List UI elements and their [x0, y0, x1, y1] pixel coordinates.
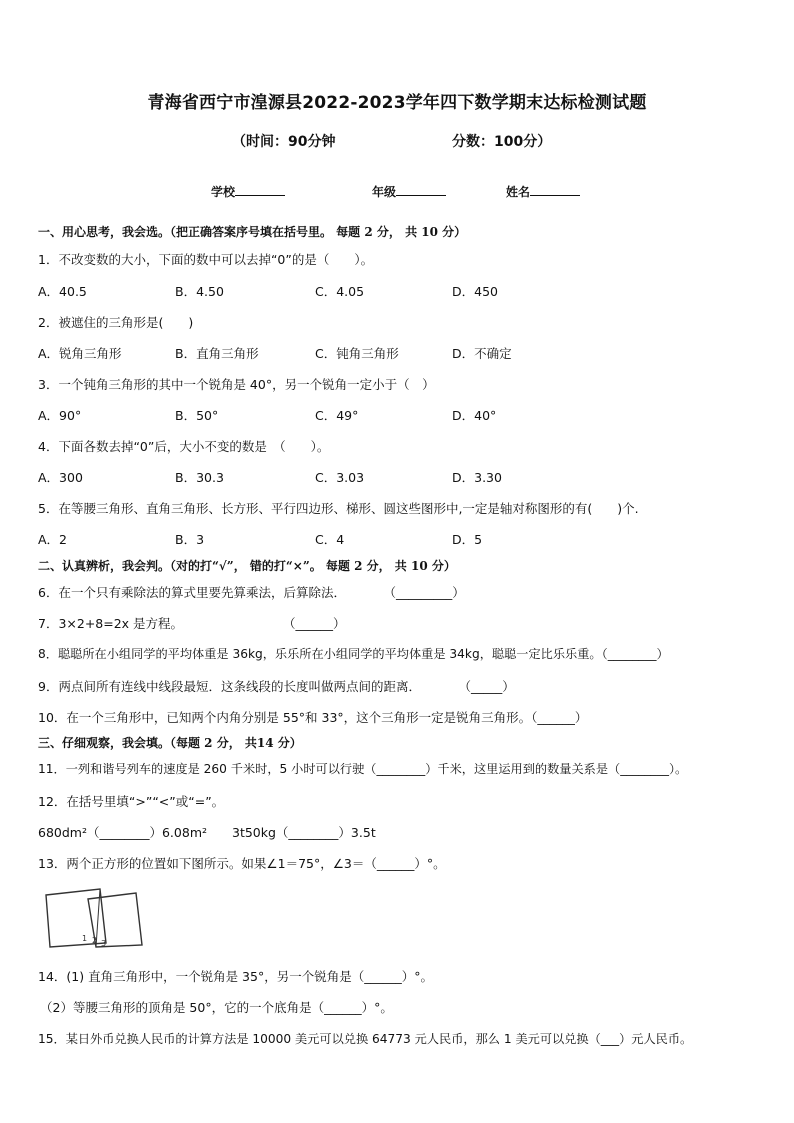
- option-d[interactable]: D．5: [452, 532, 483, 547]
- option-b[interactable]: B．50°: [175, 408, 219, 423]
- option-c[interactable]: C．钝角三角形: [315, 346, 399, 361]
- question-12: 12．在括号里填“>”“<”或“=”。: [38, 794, 225, 809]
- two-squares-diagram: [38, 885, 148, 950]
- option-b[interactable]: B．直角三角形: [175, 346, 259, 361]
- question-2: 2．被遮住的三角形是( ): [38, 315, 194, 330]
- option-a[interactable]: A．锐角三角形: [38, 346, 122, 361]
- school-blank[interactable]: [235, 183, 285, 196]
- question-3: 3．一个钝角三角形的其中一个锐角是 40°，另一个锐角一定小于（ ）: [38, 377, 435, 392]
- question-11: 11．一列和谐号列车的速度是 260 千米时，5 小时可以行驶（________）千米，这里运用到的数量关系是（________）。: [38, 762, 688, 776]
- option-d[interactable]: D．40°: [452, 408, 497, 423]
- angle-3-label: 3: [101, 939, 107, 948]
- name-field: [506, 183, 580, 200]
- angle-1-label: 1: [82, 934, 88, 943]
- option-d[interactable]: D．不确定: [452, 346, 512, 361]
- section-2-heading: 二、认真辨析，我会判。（对的打“√”， 错的打“×”。 每题 2 分， 共 10 分）: [38, 559, 456, 573]
- two-squares-figure: [38, 885, 148, 954]
- question-14-part-2: （2）等腰三角形的顶角是 50°，它的一个底角是（______）°。: [40, 1000, 393, 1015]
- page-title: 青海省西宁市湟源县2022-2023学年四下数学期末达标检测试题: [147, 93, 647, 113]
- option-b[interactable]: B．3: [175, 532, 205, 547]
- option-c[interactable]: C．3.03: [315, 470, 365, 485]
- option-b[interactable]: B．4.50: [175, 284, 224, 299]
- option-d[interactable]: D．450: [452, 284, 498, 299]
- question-6: 6．在一个只有乘除法的算式里要先算乘法，后算除法． （_________）: [38, 585, 465, 600]
- exam-time: （时间：90分钟: [232, 134, 336, 150]
- section-3-heading: 三、仔细观察，我会填。（每题 2 分， 共14 分）: [38, 736, 302, 750]
- section-1-heading: 一、用心思考，我会选。（把正确答案序号填在括号里。 每题 2 分， 共 10 分）: [38, 225, 467, 239]
- question-5: 5．在等腰三角形、直角三角形、长方形、平行四边形、梯形、圆这些图形中,一定是轴对称图形的有( )个.: [38, 501, 639, 516]
- school-field: [211, 183, 285, 200]
- question-15: 15．某日外币兑换人民币的计算方法是 10000 美元可以兑换 64773 元人民币，那么 1 美元可以兑换（___）元人民币。: [38, 1032, 693, 1046]
- question-4: 4．下面各数去掉“0”后，大小不变的数是 （ ）。: [38, 439, 330, 454]
- question-10: 10．在一个三角形中，已知两个内角分别是 55°和 33°，这个三角形一定是锐角三角形。（______）: [38, 710, 588, 725]
- option-c[interactable]: C．4.05: [315, 284, 365, 299]
- option-b[interactable]: B．30.3: [175, 470, 224, 485]
- exam-score: 分数：100分）: [452, 134, 552, 150]
- option-a[interactable]: A．2: [38, 532, 68, 547]
- question-1: 1．不改变数的大小，下面的数中可以去掉“0”的是（ ）。: [38, 252, 374, 267]
- name-blank[interactable]: [530, 183, 580, 196]
- question-13: 13．两个正方形的位置如下图所示。如果∠1＝75°，∠3＝（______）°。: [38, 856, 446, 871]
- question-9: 9．两点间所有连线中线段最短．这条线段的长度叫做两点间的距离． （_____）: [38, 679, 515, 694]
- question-7: 7．3×2+8=2x 是方程。 （______）: [38, 616, 346, 631]
- grade-blank[interactable]: [396, 183, 446, 196]
- option-c[interactable]: C．4: [315, 532, 345, 547]
- option-a[interactable]: A．300: [38, 470, 83, 485]
- name-label: 姓名: [506, 185, 531, 199]
- angle-2-label: 2: [92, 936, 98, 945]
- option-a[interactable]: A．90°: [38, 408, 82, 423]
- question-12-comparisons: 680dm²（________）6.08m² 3t50kg（________）3.5t: [38, 825, 376, 840]
- question-14-part-1: 14．(1) 直角三角形中，一个锐角是 35°，另一个锐角是（______）°。: [38, 969, 433, 984]
- grade-label: 年级: [372, 185, 397, 199]
- grade-field: [372, 183, 446, 200]
- option-d[interactable]: D．3.30: [452, 470, 502, 485]
- option-c[interactable]: C．49°: [315, 408, 359, 423]
- school-label: 学校: [211, 185, 236, 199]
- question-8: 8．聪聪所在小组同学的平均体重是 36kg，乐乐所在小组同学的平均体重是 34kg，聪聪一定比乐乐重。（________）: [38, 647, 669, 661]
- option-a[interactable]: A．40.5: [38, 284, 87, 299]
